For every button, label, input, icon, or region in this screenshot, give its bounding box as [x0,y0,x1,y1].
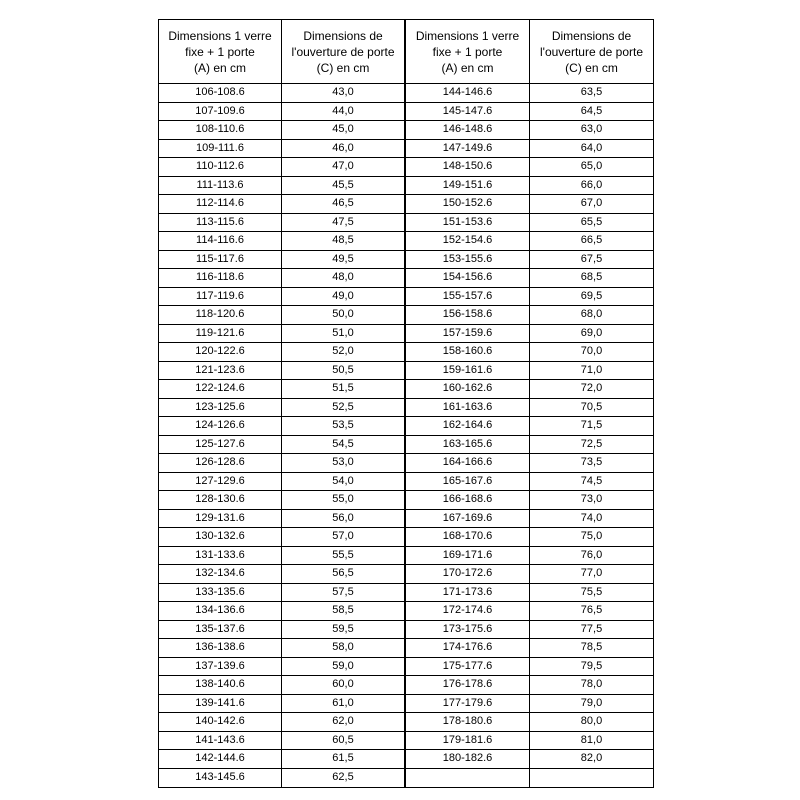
cell-dimensions-c: 78,5 [580,641,603,654]
table-row [159,214,404,233]
header-line: l'ouverture de porte [539,44,644,59]
cell-dimensions-a: 120-122.6 [159,343,282,361]
cell-dimensions-a: 160-162.6 [406,380,530,398]
header-line: (A) en cm [441,60,494,75]
cell-dimensions-a: 145-147.6 [406,103,530,121]
cell-dimensions-c: 67,0 [580,197,603,210]
table-row [406,454,653,473]
cell-dimensions-c: 50,0 [332,308,354,321]
table-row [159,288,404,307]
cell-dimensions-c: 66,0 [580,178,603,191]
table-row [406,769,653,788]
cell-dimensions-a: 130-132.6 [159,528,282,546]
header-line: (C) en cm [565,60,618,75]
cell-dimensions-a: 121-123.6 [159,362,282,380]
table-row [406,325,653,344]
table-row [406,288,653,307]
header-line: l'ouverture de porte [291,44,395,59]
cell-dimensions-c: 75,5 [580,585,603,598]
cell-dimensions-c: 57,0 [332,530,354,543]
cell-dimensions-a: 161-163.6 [406,399,530,417]
cell-dimensions-a: 168-170.6 [406,528,530,546]
cell-dimensions-c: 82,0 [580,752,603,765]
cell-dimensions-a: 180-182.6 [406,750,530,768]
table-row [406,621,653,640]
cell-dimensions-a: 127-129.6 [159,473,282,491]
table-row [159,362,404,381]
cell-dimensions-c: 52,0 [332,345,354,358]
table-row [406,602,653,621]
table-row [406,343,653,362]
table-row [406,362,653,381]
cell-dimensions-a: 138-140.6 [159,676,282,694]
table-row [159,454,404,473]
table-row [159,399,404,418]
table-row [159,713,404,732]
cell-dimensions-a: 156-158.6 [406,306,530,324]
table-row [159,306,404,325]
table-row [406,103,653,122]
cell-dimensions-a: 165-167.6 [406,473,530,491]
cell-dimensions-a: 126-128.6 [159,454,282,472]
cell-dimensions-a: 137-139.6 [159,658,282,676]
table-row [406,584,653,603]
cell-dimensions-a: 175-177.6 [406,658,530,676]
cell-dimensions-c: 51,0 [332,326,354,339]
cell-dimensions-a: 129-131.6 [159,510,282,528]
cell-dimensions-c: 47,0 [332,160,354,173]
cell-dimensions-a: 113-115.6 [159,214,282,232]
cell-dimensions-a: 114-116.6 [159,232,282,250]
table-right-body [406,84,653,787]
table-row [406,565,653,584]
cell-dimensions-c: 46,0 [332,141,354,154]
table-row [406,528,653,547]
cell-dimensions-c: 59,0 [332,659,354,672]
cell-dimensions-a [406,769,530,788]
cell-dimensions-a: 176-178.6 [406,676,530,694]
cell-dimensions-c: 70,5 [580,400,603,413]
cell-dimensions-c: 76,5 [580,604,603,617]
header-dimensions-c [282,20,404,83]
header-line: Dimensions de [551,28,632,43]
cell-dimensions-a: 111-113.6 [159,177,282,195]
table-row [159,232,404,251]
table-row [406,658,653,677]
table-row [159,140,404,159]
cell-dimensions-a: 112-114.6 [159,195,282,213]
cell-dimensions-c: 79,0 [580,696,603,709]
table-row [159,436,404,455]
table-row [159,177,404,196]
cell-dimensions-a: 119-121.6 [159,325,282,343]
cell-dimensions-a: 139-141.6 [159,695,282,713]
cell-dimensions-c: 50,5 [332,363,354,376]
cell-dimensions-a: 146-148.6 [406,121,530,139]
cell-dimensions-a: 179-181.6 [406,732,530,750]
cell-dimensions-c: 65,0 [580,160,603,173]
cell-dimensions-a: 141-143.6 [159,732,282,750]
cell-dimensions-a: 125-127.6 [159,436,282,454]
cell-dimensions-a: 153-155.6 [406,251,530,269]
table-row [159,251,404,270]
cell-dimensions-a: 159-161.6 [406,362,530,380]
table-row [406,399,653,418]
cell-dimensions-c: 72,0 [580,382,603,395]
cell-dimensions-a: 147-149.6 [406,140,530,158]
cell-dimensions-a: 109-111.6 [159,140,282,158]
table-row [159,121,404,140]
table-row [406,473,653,492]
cell-dimensions-c: 49,5 [332,252,354,265]
cell-dimensions-c: 80,0 [580,715,603,728]
table-row [406,491,653,510]
table-row [159,491,404,510]
cell-dimensions-a: 136-138.6 [159,639,282,657]
cell-dimensions-c: 74,5 [580,474,603,487]
table-row [159,195,404,214]
cell-dimensions-c: 70,0 [580,345,603,358]
cell-dimensions-a: 107-109.6 [159,103,282,121]
cell-dimensions-c: 53,5 [332,419,354,432]
cell-dimensions-a: 174-176.6 [406,639,530,657]
cell-dimensions-c: 45,5 [332,178,354,191]
table-row [159,473,404,492]
cell-dimensions-a: 155-157.6 [406,288,530,306]
cell-dimensions-a: 133-135.6 [159,584,282,602]
dimensions-table [158,19,654,788]
table-row [159,565,404,584]
cell-dimensions-a: 131-133.6 [159,547,282,565]
cell-dimensions-c: 75,0 [580,530,603,543]
cell-dimensions-c: 56,5 [332,567,354,580]
cell-dimensions-c: 54,0 [332,474,354,487]
table-row [406,436,653,455]
cell-dimensions-a: 108-110.6 [159,121,282,139]
table-row [159,602,404,621]
cell-dimensions-a: 128-130.6 [159,491,282,509]
table-row [159,528,404,547]
table-row [406,195,653,214]
table-row [406,158,653,177]
cell-dimensions-c: 43,0 [332,86,354,99]
cell-dimensions-c: 62,0 [332,715,354,728]
cell-dimensions-c: 61,5 [332,752,354,765]
cell-dimensions-a: 152-154.6 [406,232,530,250]
cell-dimensions-a: 172-174.6 [406,602,530,620]
cell-dimensions-c: 60,0 [332,678,354,691]
cell-dimensions-c: 61,0 [332,696,354,709]
cell-dimensions-a: 171-173.6 [406,584,530,602]
table-row [159,547,404,566]
table-row [159,510,404,529]
cell-dimensions-c: 48,0 [332,271,354,284]
table-row [406,177,653,196]
header-line: (C) en cm [316,60,370,75]
table-row [406,750,653,769]
cell-dimensions-c: 53,0 [332,456,354,469]
cell-dimensions-c: 58,5 [332,604,354,617]
table-right-half [406,20,653,787]
cell-dimensions-a: 167-169.6 [406,510,530,528]
cell-dimensions-c: 63,5 [580,86,603,99]
table-row [406,121,653,140]
table-row [406,84,653,103]
cell-dimensions-c: 67,5 [580,252,603,265]
cell-dimensions-a: 148-150.6 [406,158,530,176]
table-row [159,732,404,751]
cell-dimensions-a: 142-144.6 [159,750,282,768]
table-row [159,103,404,122]
cell-dimensions-c: 72,5 [580,437,603,450]
header-line: Dimensions 1 verre [415,28,520,43]
table-row [406,306,653,325]
table-row [159,621,404,640]
cell-dimensions-c: 66,5 [580,234,603,247]
cell-dimensions-c: 60,5 [332,733,354,746]
table-row [159,269,404,288]
cell-dimensions-c: 55,0 [332,493,354,506]
cell-dimensions-a: 157-159.6 [406,325,530,343]
cell-dimensions-c: 63,0 [580,123,603,136]
table-row [159,676,404,695]
cell-dimensions-c: 56,0 [332,511,354,524]
cell-dimensions-a: 118-120.6 [159,306,282,324]
table-row [159,639,404,658]
cell-dimensions-c: 49,0 [332,289,354,302]
header-dimensions-a [159,20,282,83]
cell-dimensions-c: 48,5 [332,234,354,247]
table-row [159,695,404,714]
cell-dimensions-c: 46,5 [332,197,354,210]
header-dimensions-c [530,20,653,83]
table-row [159,84,404,103]
cell-dimensions-c: 54,5 [332,437,354,450]
cell-dimensions-a: 140-142.6 [159,713,282,731]
cell-dimensions-c: 58,0 [332,641,354,654]
cell-dimensions-c: 68,5 [580,271,603,284]
header-line: Dimensions de [303,28,383,43]
cell-dimensions-a: 163-165.6 [406,436,530,454]
table-row [406,676,653,695]
cell-dimensions-a: 150-152.6 [406,195,530,213]
cell-dimensions-a: 173-175.6 [406,621,530,639]
table-row [406,251,653,270]
cell-dimensions-c: 65,5 [580,215,603,228]
cell-dimensions-c: 71,0 [580,363,603,376]
cell-dimensions-a: 158-160.6 [406,343,530,361]
cell-dimensions-a: 144-146.6 [406,84,530,102]
cell-dimensions-c: 55,5 [332,548,354,561]
table-row [406,140,653,159]
cell-dimensions-a: 164-166.6 [406,454,530,472]
table-left-body [159,84,404,787]
table-row [159,158,404,177]
cell-dimensions-a: 177-179.6 [406,695,530,713]
cell-dimensions-c: 76,0 [580,548,603,561]
cell-dimensions-c: 69,5 [580,289,603,302]
table-row [159,584,404,603]
table-row [406,214,653,233]
table-row [159,343,404,362]
cell-dimensions-c: 45,0 [332,123,354,136]
header-line: (A) en cm [193,60,246,75]
table-row [406,510,653,529]
cell-dimensions-c: 44,0 [332,104,354,117]
cell-dimensions-c: 62,5 [332,771,354,784]
cell-dimensions-a: 166-168.6 [406,491,530,509]
cell-dimensions-c: 73,5 [580,456,603,469]
cell-dimensions-a: 106-108.6 [159,84,282,102]
table-row [406,380,653,399]
cell-dimensions-c: 77,5 [580,622,603,635]
table-row [159,658,404,677]
cell-dimensions-c: 64,5 [580,104,603,117]
cell-dimensions-c: 69,0 [580,326,603,339]
cell-dimensions-a: 154-156.6 [406,269,530,287]
cell-dimensions-c: 73,0 [580,493,603,506]
cell-dimensions-a: 115-117.6 [159,251,282,269]
header-line: Dimensions 1 verre [168,28,272,43]
cell-dimensions-a: 178-180.6 [406,713,530,731]
cell-dimensions-c: 51,5 [332,382,354,395]
cell-dimensions-c: 78,0 [580,678,603,691]
table-row [406,713,653,732]
table-row [159,417,404,436]
cell-dimensions-c: 64,0 [580,141,603,154]
cell-dimensions-a: 162-164.6 [406,417,530,435]
table-row [406,269,653,288]
cell-dimensions-c: 74,0 [580,511,603,524]
table-row [406,639,653,658]
table-row [406,232,653,251]
cell-dimensions-c: 79,5 [580,659,603,672]
cell-dimensions-c: 59,5 [332,622,354,635]
cell-dimensions-c: 71,5 [580,419,603,432]
cell-dimensions-a: 149-151.6 [406,177,530,195]
cell-dimensions-a: 143-145.6 [159,769,282,788]
table-row [159,380,404,399]
cell-dimensions-a: 122-124.6 [159,380,282,398]
table-row [406,732,653,751]
table-left-half [159,20,406,787]
header-line: fixe + 1 porte [185,44,255,59]
table-header-row [406,20,653,84]
cell-dimensions-a: 135-137.6 [159,621,282,639]
cell-dimensions-a: 123-125.6 [159,399,282,417]
table-row [159,325,404,344]
cell-dimensions-c: 47,5 [332,215,354,228]
cell-dimensions-c: 57,5 [332,585,354,598]
cell-dimensions-c: 68,0 [580,308,603,321]
header-line: fixe + 1 porte [432,44,503,59]
cell-dimensions-c [530,769,653,788]
table-header-row [159,20,404,84]
table-row [406,695,653,714]
cell-dimensions-a: 117-119.6 [159,288,282,306]
table-row [159,769,404,788]
header-dimensions-a [406,20,530,83]
cell-dimensions-c: 81,0 [580,733,603,746]
cell-dimensions-a: 110-112.6 [159,158,282,176]
cell-dimensions-a: 151-153.6 [406,214,530,232]
cell-dimensions-a: 132-134.6 [159,565,282,583]
cell-dimensions-a: 170-172.6 [406,565,530,583]
cell-dimensions-a: 169-171.6 [406,547,530,565]
cell-dimensions-a: 116-118.6 [159,269,282,287]
cell-dimensions-c: 77,0 [580,567,603,580]
cell-dimensions-a: 134-136.6 [159,602,282,620]
table-row [159,750,404,769]
table-row [406,547,653,566]
cell-dimensions-a: 124-126.6 [159,417,282,435]
cell-dimensions-c: 52,5 [332,400,354,413]
table-row [406,417,653,436]
